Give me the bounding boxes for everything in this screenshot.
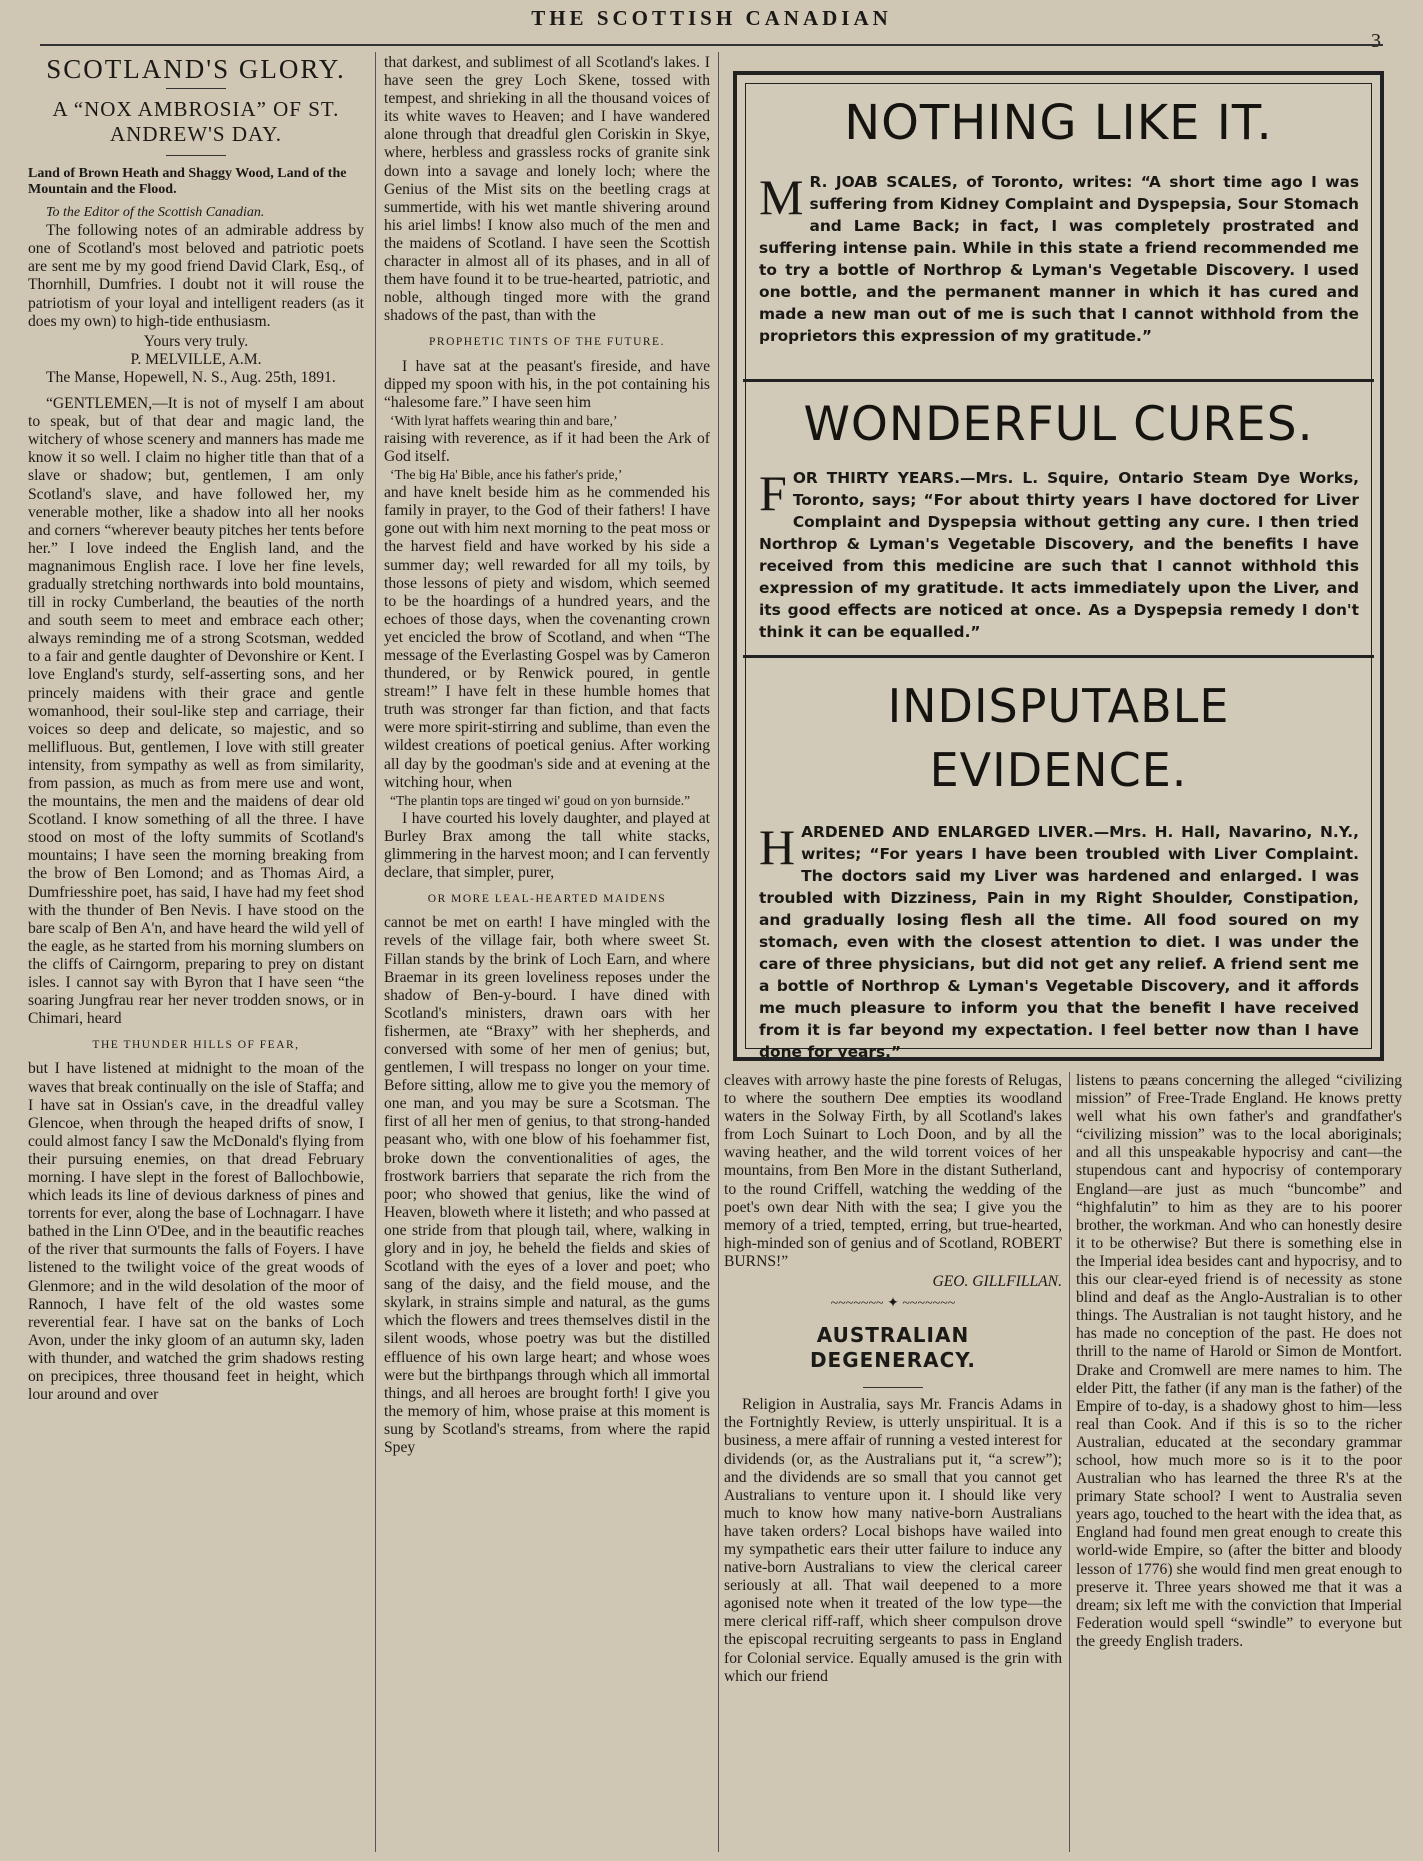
drop-cap: H bbox=[759, 819, 796, 875]
ad-separator bbox=[743, 379, 1374, 382]
ad-heading-nothing-like-it: NOTHING LIKE IT. bbox=[844, 95, 1273, 151]
to-editor: To the Editor of the Scottish Canadian. bbox=[46, 205, 265, 221]
body-paragraph: cannot be met on earth! I have mingled with the revels of the village fair, both where sweet St. Fillan stands by the brink of Loch Earn, and where Braemar in its green loveliness reposes under the shadow of Ben-y-bourd. I have dined with Scotland's ministers, drawn oars with her fishermen, ate “Braxy” with her shepherds, and conversed with some of her men of genius; but, gentlemen, I will trespass no longer on your time. Before sitting, allow me to give you the memory of one man, and you may be sure a Scotsman. The first of all her men of genius, to that strong-handed peasant who, with one blow of his foehammer fist, broke down the conventionalities of ages, the frostwork barriers that separate the rich from the poor; who showed that genius, like the wind of Heaven, bloweth where it listeth; and who passed at one stride from that plough tail, where, walking in glory and in joy, he beheld the fields and skies of Scotland with the eyes of a lover and poet; who sang of the daisy, and the field mouse, and the skylark, in strains simple and natural, as the gums which the flowers and trees themselves distil in the silent woods, whose poetry was but the distilled effluence of his own large heart; and whose woes were but the birthpangs through which all immortal things, and all heroes are brought forth! I give you the memory of him, whose praise at this moment is sung by Scotland's streams, from where the rapid Spey bbox=[384, 914, 710, 1457]
column-divider bbox=[375, 52, 376, 1852]
ad-text: R. JOAB SCALES, of Toronto, writes: “A short time ago I was suffering from Kidney Complaint and Dyspepsia, Sour Stomach and Lame Back; in fact, I was completely prostrated and suffering intense pain. While in this state a friend recommended me to try a bottle of Northrop & Lyman's Vegetable Discovery. I used one bottle, and the permanent manner in which it has cured and made a new man out of me is such that I cannot withhold from the proprietors this expression of my gratitude.” bbox=[759, 173, 1359, 345]
divider bbox=[863, 1387, 923, 1388]
verse-quote: “The plantin tops are tinged wi' goud on yon burnside.” bbox=[390, 792, 691, 808]
signer: P. MELVILLE, A.M. bbox=[130, 350, 262, 368]
divider bbox=[166, 155, 226, 156]
ornament-divider: ~~~~~~~ ✦ ~~~~~~~ bbox=[830, 1296, 956, 1312]
article-subtitle: A “NOX AMBROSIA” OF ST. ANDREW'S DAY. bbox=[52, 97, 340, 147]
small-heading: OR MORE LEAL-HEARTED MAIDENS bbox=[427, 893, 667, 906]
body-paragraph: I have courted his lovely daughter, and played at Burley Brax among the tall white stacks, glimmering in the harvest moon; and I can fervently declare, that simpler, purer, bbox=[384, 809, 710, 882]
small-heading: PROPHETIC TINTS OF THE FUTURE. bbox=[429, 336, 665, 349]
body-paragraph: raising with reverence, as if it had been the Ark of God itself. bbox=[384, 429, 710, 465]
closing: Yours very truly. bbox=[143, 332, 249, 350]
ad-testimonial-scales bbox=[759, 171, 1359, 347]
masthead-rule bbox=[40, 44, 1383, 46]
ad-heading-wonderful-cures: WONDERFUL CURES. bbox=[803, 397, 1314, 452]
column-divider bbox=[718, 52, 719, 1852]
article-subhead: Land of Brown Heath and Shaggy Wood, Land of the Mountain and the Flood. bbox=[28, 166, 347, 198]
article-title: SCOTLAND'S GLORY. bbox=[46, 54, 346, 84]
drop-cap: F bbox=[759, 465, 787, 521]
drop-cap: M bbox=[759, 169, 804, 225]
intro-paragraph: The following notes of an admirable address by one of Scotland's most beloved and patriotic poets are sent me by my good friend David Clark, Esq., of Thornhill, Dumfries. I doubt not it will rouse the patriotism of your loyal and intelligent readers (as it does my own) to high-tide enthusiasm. bbox=[28, 222, 364, 330]
ad-heading-evidence: EVIDENCE. bbox=[929, 743, 1188, 797]
verse-quote: ‘With lyrat haffets wearing thin and bare,’ bbox=[390, 412, 618, 428]
verse-quote: ‘The big Ha' Bible, ance his father's pride,’ bbox=[390, 467, 623, 483]
body-paragraph: I have sat at the peasant's fireside, and have dipped my spoon with his, in the pot containing his “halesome fare.” I have seen him bbox=[384, 357, 710, 411]
page-number: 3 bbox=[1371, 30, 1381, 52]
column-2 bbox=[384, 54, 710, 1854]
column-divider bbox=[1069, 1072, 1070, 1852]
place-date: The Manse, Hopewell, N. S., Aug. 25th, 1891. bbox=[46, 368, 336, 386]
ad-heading-indisputable: INDISPUTABLE bbox=[887, 679, 1230, 733]
masthead: THE SCOTTISH CANADIAN bbox=[531, 6, 892, 30]
body-paragraph: but I have listened at midnight to the moan of the waves that break continually on the isle of Staffa; and I have sat in Ossian's cave, in the dreadful valley Glencoe, when through the heaped drifts of snow, I could almost fancy I saw the McDonald's flying from their pursuing enemies, on that dread February morning. I have slept in the forest of Ballochbowie, which leads its line of devious darkness of pines and torrents for ever, along the base of Lochnagarr. I have bathed in the Linn O'Dee, and in the beautific reaches of the river that surmounts the falls of Foyers. I have listened to the twilight voice of the great woods of Glenmore; and in the wild desolation of the moor of Rannoch, I have felt of the old wastes some reverential fear. I have sat on the banks of Loch Avon, under the inky gloom of an autumn sky, laden with thunder, and watched the grim shadows resting on precipices, three thousand feet in height, which lour around and over bbox=[28, 1060, 364, 1404]
advertisement bbox=[733, 71, 1384, 1061]
ad-text: OR THIRTY YEARS.—Mrs. L. Squire, Ontario Steam Dye Works, Toronto, says; “For about thirty years I have doctored for Liver Complaint and Dyspepsia without getting any cure. I then tried Northrop & Lyman's Vegetable Discovery, and the benefits I have received from this medicine are such that I cannot withhold this expression of my gratitude. It acts immediately upon the Liver, and its good effects are noticed at once. As a Dyspepsia remedy I don't think it can be equalled.” bbox=[759, 469, 1359, 641]
column-4 bbox=[1076, 1072, 1402, 1852]
column-3 bbox=[724, 1072, 1062, 1852]
ad-testimonial-hall bbox=[759, 821, 1359, 1063]
body-paragraph: and have knelt beside him as he commended his family in prayer, to the God of their fathers! I have gone out with him next morning to the peat moss or the harvest field and have worked by his side a summer day; well rewarded for all my toils, by those lessons of piety and wisdom, which seemed to be the hoardings of a hundred years, and the echoes of those days, when the covenanting crown yet encicled the brow of Scotland, and when “The message of the Everlasting Gospel was by Cameron thundered, or by Renwick poured, in gentle stream!” I have felt in these humble homes that truth was stronger far than fiction, and that facts were more spirit-stirring and sublime, than even the wildest creations of poetical genius. After working all day by the goodman's side and at evening at the witching hour, when bbox=[384, 484, 710, 791]
article-title-australian: AUSTRALIAN DEGENERACY. bbox=[809, 1323, 977, 1373]
divider bbox=[166, 88, 226, 89]
small-heading: THE THUNDER HILLS OF FEAR, bbox=[92, 1039, 300, 1052]
body-paragraph: “GENTLEMEN,—It is not of myself I am about to speak, but of that dear and magic land, the witchery of whose scenery and manners has made me know it so well. I claim no higher title than that of a slave or shadow; but, gentlemen, I am only Scotland's slave, and have followed her, my venerable mother, like a shadow into all her nooks and corners “wherever beauty pitches her tents before her.” I love indeed the English land, and the magnanimous English race. I love her fine levels, gradually stretching northwards into bold mountains, till in rocky Cumberland, the beauties of the north and south seem to meet and embrace each other; always reminding me of a strong Scotsman, wedded to a fair and gentle daughter of Devonshire or Kent. I love England's sturdy, self-asserting sons, and her princely maidens with their grace and gentle womanhood, their soul-like step and carriage, their voices so deep and delicate, so majestic, and so mellifluous. But, gentlemen, I love with still greater intensity, from sympathy as well as from similarity, from passion, as much as from mere use and wont, the mountains, the men and the maidens of dear old Scotland. I know something of all the three. I have stood on most of the lofty summits of Scotland's mountains; I have seen the morning breaking from the brow of Ben Lomond; and as Thomas Aird, a Dumfriesshire poet, has said, I have had my feet shod with the thunder of Ben Nevis. I have stood on the bare scalp of Ben A'n, and have heard the wild yell of the eagle, as he started from his morning slumbers on the cliffs of Cairngorm, preparing to prey on distant isles. I cannot say with Byron that I have seen “the soaring Jungfrau rear her never trodden snows, or in Chimari, heard bbox=[28, 395, 364, 1028]
body-paragraph: cleaves with arrowy haste the pine forests of Relugas, to where the southern Dee empties its woodland waters in the Solway Firth, by all Scotland's lakes from Loch Suinart to Loch Doon, and by all the waving heather, and the wild torrent voices of her mountains, from Ben More in the distant Sutherland, to the round Criffell, watching the wedding of the poet's own dear Nith with the sea; I give you the memory of a tried, tempted, erring, but true-hearted, high-minded son of genius and of Scotland, ROBERT BURNS!” bbox=[724, 1072, 1062, 1270]
ad-separator bbox=[743, 655, 1374, 658]
signoff: GEO. GILLFILLAN. bbox=[932, 1273, 1062, 1291]
ad-testimonial-squire bbox=[759, 467, 1359, 643]
body-paragraph: listens to pæans concerning the alleged “civilizing mission” of Free-Trade England. He knows pretty well what his own father's and grandfather's “civilizing mission” was to the local aboriginals; and all this unspeakable hypocrisy and cant—the stupendous cant and hypocrisy of contemporary England—are just as much “buncombe” and “highfalutin” to him as they are to his poorer brother, the workman. And who can honestly desire it to be otherwise? But there is something else in the Imperial idea besides cant and hypocrisy, and to this our clear-eyed friend is of necessity as stone blind and deaf as the Anglo-Australian is to other things. The Australian is not taught history, and he has made no conception of the past. He does not thrill to the name of Harold or Simon de Montfort. Drake and Cromwell are mere names to him. The elder Pitt, the father (if any man is the father) of the Empire of to-day, is a shadowy ghost to him—less real than Cook. And if this is so to the richer Australian, educated at the secondary grammar school, how much more so is it to the poor Australian who has learned the three R's at the primary State school? I went to Australia seven years ago, touched to the heart with the idea that, as England had found men great enough to create this world-wide Empire, so (after the bitter and bloody lesson of 1776) she would find men great enough to preserve it. Three years showed me that it was a dream; six left me with the conviction that Imperial Federation would spell “swindle” to everyone but the greedy English traders. bbox=[1076, 1072, 1402, 1650]
ad-text: ARDENED AND ENLARGED LIVER.—Mrs. H. Hall, Navarino, N.Y., writes; “For years I have been troubled with Liver Complaint. The doctors said my Liver was hardened and enlarged. I was troubled with Dizziness, Pain in my Right Shoulder, Constipation, and gradually losing flesh all the time. All food soured on my stomach, even with the closest attention to diet. I was under the care of three physicians, but did not get any relief. A friend sent me a bottle of Northrop & Lyman's Vegetable Discovery, and it affords me much pleasure to inform you that the benefit I have received from it is far beyond my expectation. I feel better now than I have done for years.” bbox=[759, 823, 1359, 1061]
body-paragraph: Religion in Australia, says Mr. Francis Adams in the Fortnightly Review, is utterly unspiritual. It is a business, a mere affair of running a vested interest for dividends (or, as the Australians put it, “a screw”); and the dividends are so small that you cannot get Australians to venture upon it. I should like very much to know how many native-born Australians have taken orders? Local bishops have wailed into my sympathetic ears their utter failure to induce any native-born Australians to view the clerical career seriously at all. That wail deepened to a more agonised note when it treated of the low type—the mere clerical riff-raff, which sheer compulson drove the episcopal recruiting sergeants to pass in England for Colonial service. Equally amused is the grin with which our friend bbox=[724, 1396, 1062, 1685]
column-1 bbox=[28, 54, 364, 1854]
body-paragraph: that darkest, and sublimest of all Scotland's lakes. I have seen the grey Loch Skene, tossed with tempest, and shrieking in all the thousand voices of its white waves to Heaven; and I have wandered alone through that dreadful glen Coriskin in Skye, where, herbless and grassless rocks of granite sink down into a savage and lonely loch; where the Genius of the Mist sits on the beetling crags at summertide, with his wet mantle shivering around his ariel limbs! I know also much of the men and the maidens of Scotland. I have seen the Scottish character in almost all of its phases, and in all of them have found it to be true-hearted, patriotic, and noble, although tinged more with the grand shadows of the past, than with the bbox=[384, 54, 710, 325]
